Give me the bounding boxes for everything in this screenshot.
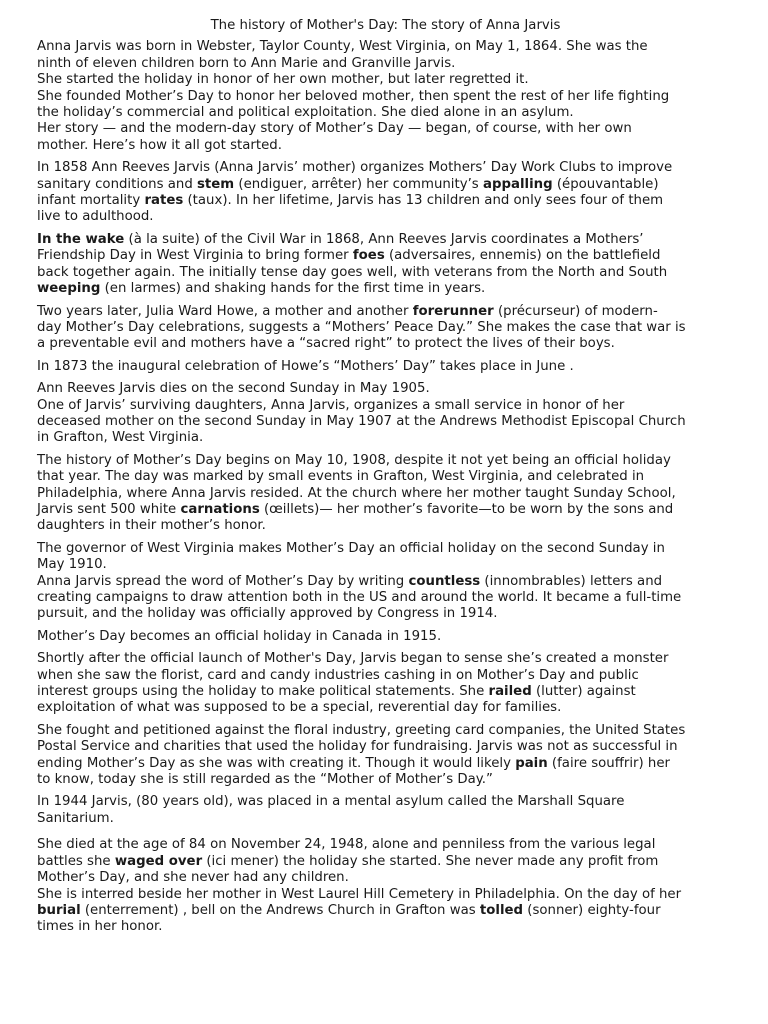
text-run: Shortly after the official launch of Mother's Day, Jarvis began to sense she’s created a monster (37, 651, 669, 667)
text-run: to know, today she is still regarded as the “Mother of Mother’s Day.” (37, 772, 493, 788)
text-line (37, 837, 734, 853)
text-line (37, 138, 734, 154)
blank-line (37, 827, 734, 837)
text-line (37, 557, 734, 573)
text-run: exploitation of what was supposed to be a special, reverential day for families. (37, 700, 562, 716)
text-line (37, 870, 734, 886)
vocab-term: appalling (482, 176, 553, 192)
text-line (37, 414, 734, 430)
text-line (37, 486, 734, 502)
text-run: Sanitarium. (37, 810, 114, 826)
text-line (37, 39, 734, 55)
vocab-term: rates (144, 193, 184, 209)
text-line (37, 72, 734, 88)
text-line (37, 854, 734, 870)
text-line (37, 903, 734, 919)
text-line (37, 919, 734, 935)
text-line (37, 193, 734, 209)
text-line (37, 453, 734, 469)
paragraph (37, 453, 734, 535)
document-body (37, 39, 734, 935)
text-run: She fought and petitioned against the floral industry, greeting card companies, the United States (37, 722, 686, 738)
text-run: ending Mother’s Day as she was with creating it. Though it would likely (37, 755, 516, 771)
text-line (37, 723, 734, 739)
text-line (37, 177, 734, 193)
text-line (37, 304, 734, 320)
text-line (37, 590, 734, 606)
text-run: She is interred beside her mother in West Laurel Hill Cemetery in Philadelphia. On the day of her (37, 886, 682, 902)
text-run: She died at the age of 84 on November 24, 1948, alone and penniless from the various legal (37, 837, 656, 853)
paragraph (37, 304, 734, 353)
text-run: in Grafton, West Virginia. (37, 430, 204, 446)
text-run: (endiguer, arrêter) her community’s (234, 176, 483, 192)
paragraph (37, 160, 734, 226)
vocab-term: tolled (479, 902, 524, 918)
text-run: She founded Mother’s Day to honor her beloved mother, then spent the rest of her life fighting (37, 88, 670, 104)
vocab-term: pain (515, 755, 548, 771)
text-run: (lutter) against (531, 684, 636, 700)
vocab-term: countless (408, 573, 481, 589)
text-run: (sonner) eighty-four (523, 902, 661, 918)
text-line (37, 320, 734, 336)
text-run: (taux). In her lifetime, Jarvis has 13 children and only sees four of them (183, 193, 664, 209)
text-run: battles she (37, 853, 115, 869)
text-run: deceased mother on the second Sunday in May 1907 at the Andrews Methodist Episcopal Church (37, 413, 686, 429)
text-run: (épouvantable) (552, 176, 659, 192)
text-run: May 1910. (37, 557, 107, 573)
text-run: In 1873 the inaugural celebration of Howe’s “Mothers’ Day” takes place in June . (37, 358, 574, 374)
text-run: daughters in their mother’s honor. (37, 518, 266, 534)
text-run: live to adulthood. (37, 209, 154, 225)
text-run: Friendship Day in West Virginia to bring former (37, 248, 353, 264)
text-run: One of Jarvis’ surviving daughters, Anna Jarvis, organizes a small service in honor of her (37, 397, 625, 413)
text-run: She started the holiday in honor of her own mother, but later regretted it. (37, 72, 529, 88)
text-run: (précurseur) of modern- (493, 303, 658, 319)
text-line (37, 381, 734, 397)
text-run: (œillets)— her mother’s favorite—to be worn by the sons and (259, 501, 674, 517)
vocab-term: In the wake (37, 231, 125, 247)
vocab-term: carnations (180, 501, 260, 517)
text-run: Her story — and the modern-day story of Mother’s Day — began, of course, with her own (37, 121, 632, 137)
text-run: Mother’s Day becomes an official holiday in Canada in 1915. (37, 628, 442, 644)
text-run: Anna Jarvis spread the word of Mother’s Day by writing (37, 573, 409, 589)
text-run: back together again. The initially tense day goes well, with veterans from the North and South (37, 264, 668, 280)
text-run: Anna Jarvis was born in Webster, Taylor County, West Virginia, on May 1, 1864. She was the (37, 39, 648, 55)
paragraph (37, 232, 734, 298)
text-line (37, 518, 734, 534)
text-run: Postal Service and charities that used the holiday for fundraising. Jarvis was not as successful in (37, 739, 678, 755)
text-line (37, 887, 734, 903)
text-line (37, 668, 734, 684)
text-line (37, 89, 734, 105)
paragraph (37, 629, 734, 645)
text-line (37, 232, 734, 248)
text-line (37, 105, 734, 121)
text-line (37, 541, 734, 557)
text-line (37, 160, 734, 176)
text-line (37, 56, 734, 72)
text-run: a preventable evil and mothers have a “sacred right” to protect the lives of their boys. (37, 336, 615, 352)
vocab-term: burial (37, 902, 81, 918)
text-line (37, 794, 734, 810)
text-line (37, 502, 734, 518)
paragraph (37, 39, 734, 154)
vocab-term: railed (488, 684, 532, 700)
text-line (37, 336, 734, 352)
text-run: interest groups using the holiday to make political statements. She (37, 684, 489, 700)
text-run: that year. The day was marked by small events in Grafton, West Virginia, and celebrated in (37, 469, 645, 485)
paragraph (37, 837, 734, 935)
text-line (37, 248, 734, 264)
text-line (37, 359, 734, 375)
text-line (37, 629, 734, 645)
vocab-term: stem (197, 176, 235, 192)
text-run: In 1858 Ann Reeves Jarvis (Anna Jarvis’ mother) organizes Mothers’ Day Work Clubs to improve (37, 160, 673, 176)
vocab-term: forerunner (412, 303, 494, 319)
text-run: ninth of eleven children born to Ann Marie and Granville Jarvis. (37, 55, 456, 71)
text-run: infant mortality (37, 193, 145, 209)
text-run: (enterrement) , bell on the Andrews Church in Grafton was (80, 902, 480, 918)
vocab-term: waged over (114, 853, 203, 869)
text-run: The governor of West Virginia makes Mother’s Day an official holiday on the second Sunday in (37, 540, 665, 556)
text-run: pursuit, and the holiday was officially approved by Congress in 1914. (37, 606, 498, 622)
text-line (37, 772, 734, 788)
text-run: Philadelphia, where Anna Jarvis resided. At the church where her mother taught Sunday School, (37, 485, 676, 501)
text-run: (en larmes) and shaking hands for the first time in years. (100, 281, 486, 297)
text-run: Ann Reeves Jarvis dies on the second Sunday in May 1905. (37, 381, 430, 397)
paragraph (37, 359, 734, 375)
vocab-term: weeping (37, 281, 101, 297)
paragraph (37, 651, 734, 717)
paragraph (37, 794, 734, 827)
text-run: (à la suite) of the Civil War in 1868, Ann Reeves Jarvis coordinates a Mothers’ (124, 231, 644, 247)
text-line (37, 651, 734, 667)
text-line (37, 811, 734, 827)
text-run: Mother’s Day, and she never had any children. (37, 870, 349, 886)
text-run: creating campaigns to draw attention both in the US and around the world. It became a full-time (37, 590, 682, 605)
text-run: Two years later, Julia Ward Howe, a mother and another (37, 303, 413, 319)
text-run: when she saw the florist, card and candy industries cashing in on Mother’s Day and public (37, 667, 639, 683)
text-run: (faire souffrir) her (547, 755, 670, 771)
document-title: The history of Mother's Day: The story of Anna Jarvis (210, 18, 561, 33)
text-run: times in her honor. (37, 919, 163, 935)
text-run: (adversaires, ennemis) on the battlefield (384, 248, 661, 264)
paragraph (37, 541, 734, 623)
text-line (37, 684, 734, 700)
text-run: (ici mener) the holiday she started. She never made any profit from (202, 853, 659, 869)
paragraph (37, 723, 734, 789)
text-line (37, 756, 734, 772)
text-line (37, 209, 734, 225)
text-run: mother. Here’s how it all got started. (37, 137, 282, 153)
text-run: the holiday’s commercial and political exploitation. She died alone in an asylum. (37, 105, 574, 121)
text-line (37, 281, 734, 297)
text-run: day Mother’s Day celebrations, suggests a “Mothers’ Peace Day.” She makes the case that war is (37, 319, 686, 335)
text-run: (innombrables) letters and (480, 573, 663, 589)
text-run: sanitary conditions and (37, 176, 197, 192)
text-line (37, 430, 734, 446)
text-run: In 1944 Jarvis, (80 years old), was placed in a mental asylum called the Marshall Square (37, 794, 625, 810)
vocab-term: foes (352, 248, 385, 264)
text-line (37, 469, 734, 485)
text-line (37, 739, 734, 755)
text-line (37, 265, 734, 281)
text-line (37, 606, 734, 622)
text-run: The history of Mother’s Day begins on May 10, 1908, despite it not yet being an official holiday (37, 452, 671, 468)
text-line (37, 574, 734, 590)
text-line (37, 700, 734, 716)
text-line (37, 398, 734, 414)
paragraph (37, 381, 734, 447)
text-line (37, 121, 734, 137)
text-run: Jarvis sent 500 white (37, 501, 181, 517)
